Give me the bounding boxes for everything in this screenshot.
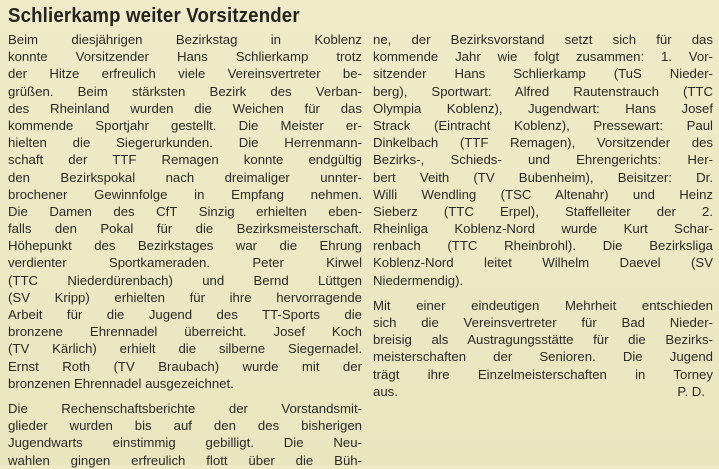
text-line: Bezirks-, Schieds- und Ehrengerichts: Her- xyxy=(373,152,713,168)
text-line: den Bezirkspokal nach dreimaliger unnter- xyxy=(8,169,362,185)
text-line: Koblenz-Nord leitet Wilhelm Daevel (SV xyxy=(373,255,713,271)
text-line: falls den Pokal für die Bezirksmeisterschaft. xyxy=(8,221,362,237)
text-line: Dinkelbach (TTF Remagen), Vorsitzender des xyxy=(373,135,713,151)
text-line: brochener Gewinnfolge in Empfang nehmen. xyxy=(8,186,362,202)
text-line xyxy=(373,383,713,400)
text-line: des Rheinland wurden die Weichen für das xyxy=(8,100,362,116)
text-line: trägt ihre Einzelmeisterschaften in Torney xyxy=(373,366,713,382)
text-line: (SV Kripp) erhielten für ihre hervorragende xyxy=(8,289,362,305)
text-line: Sieberz (TTC Erpel), Staffelleiter der 2. xyxy=(373,203,713,219)
text-line: kommende Sportjahr gestellt. Die Meister er- xyxy=(8,117,362,133)
text-line: sich die Vereinsvertreter für Bad Nieder- xyxy=(373,315,713,330)
text-line: Die Damen des CfT Sinzig erhielten eben- xyxy=(8,203,362,219)
text-line: ne, der Bezirksvorstand setzt sich für das xyxy=(373,32,713,47)
text-line: bronzenen Ehrennadel ausgezeichnet. xyxy=(8,375,234,391)
author-initials: P. D. xyxy=(677,383,705,399)
text-line: hielten die Siegerurkunden. Die Herrenmann- xyxy=(8,135,362,151)
text-line: Niedermendig). xyxy=(373,272,464,288)
text-line: konnte Vorsitzender Hans Schlierkamp trotz xyxy=(8,49,362,65)
text-line: Ernst Roth (TV Braubach) wurde mit der xyxy=(8,358,362,374)
text-line: kommende Jahr wie folgt zusammen: 1. Vor- xyxy=(373,49,713,65)
text-line: Die Rechenschaftsberichte der Vorstandsmit- xyxy=(8,400,362,416)
text-line: renbach (TTC Rheinbrohl). Die Bezirksliga xyxy=(373,238,713,254)
closing-word: aus. xyxy=(373,383,398,399)
text-line: Arbeit für die Jugend des TT-Sports die xyxy=(8,307,362,322)
column-divider xyxy=(366,28,367,465)
paragraph-gap xyxy=(373,289,713,297)
text-line: glieder wurden bis auf den des bisherigen xyxy=(8,418,362,434)
text-line: wahlen gingen erfreulich flott über die Büh- xyxy=(8,452,362,468)
text-line: bronzene Ehrennadel überreicht. Josef Koch xyxy=(8,324,362,340)
text-line: Jugendwarts einstimmig gebilligt. Die Neu- xyxy=(8,435,362,451)
text-line: Beim diesjährigen Bezirkstag in Koblenz xyxy=(8,32,362,47)
text-line: bert Veith (TV Bubenheim), Beisitzer: Dr. xyxy=(373,169,713,185)
text-line: (TV Kärlich) erhielt die silberne Siegernadel. xyxy=(8,341,362,357)
text-line: Olympia Koblenz), Jugendwart: Hans Josef xyxy=(373,100,713,116)
text-line: verdienter Sportkameraden. Peter Kirwel xyxy=(8,255,362,271)
text-line: sitzender Hans Schlierkamp (TuS Nieder- xyxy=(373,66,713,82)
text-line: meisterschaften der Senioren. Die Jugend xyxy=(373,349,713,365)
text-line: berg), Sportwart: Alfred Rautenstrauch (TTC xyxy=(373,83,713,99)
text-line: Mit einer eindeutigen Mehrheit entschieden xyxy=(373,297,713,313)
article-column-left xyxy=(8,31,362,469)
text-line: der Hitze erfreulich viele Vereinsvertreter be- xyxy=(8,66,362,82)
text-line: grüßen. Beim stärksten Bezirk des Verban- xyxy=(8,83,362,99)
article-title: Schlierkamp weiter Vorsitzender xyxy=(8,5,300,27)
text-line: (TTC Niederdürenbach) und Bernd Lüttgen xyxy=(8,272,362,288)
article-column-right xyxy=(373,31,713,400)
text-line: Willi Wendling (TSC Altenahr) und Heinz xyxy=(373,186,713,202)
paragraph-gap xyxy=(8,392,362,400)
text-line: breisig als Austragungsstätte für die Bezirks- xyxy=(373,332,713,348)
text-line: Strack (Eintracht Koblenz), Pressewart: Paul xyxy=(373,117,713,133)
text-line: schaft der TTF Remagen konnte endgültig xyxy=(8,152,362,168)
text-line: Rheinliga Koblenz-Nord wurde Kurt Schar- xyxy=(373,221,713,237)
text-line: Höhepunkt des Bezirkstages war die Ehrung xyxy=(8,238,362,254)
